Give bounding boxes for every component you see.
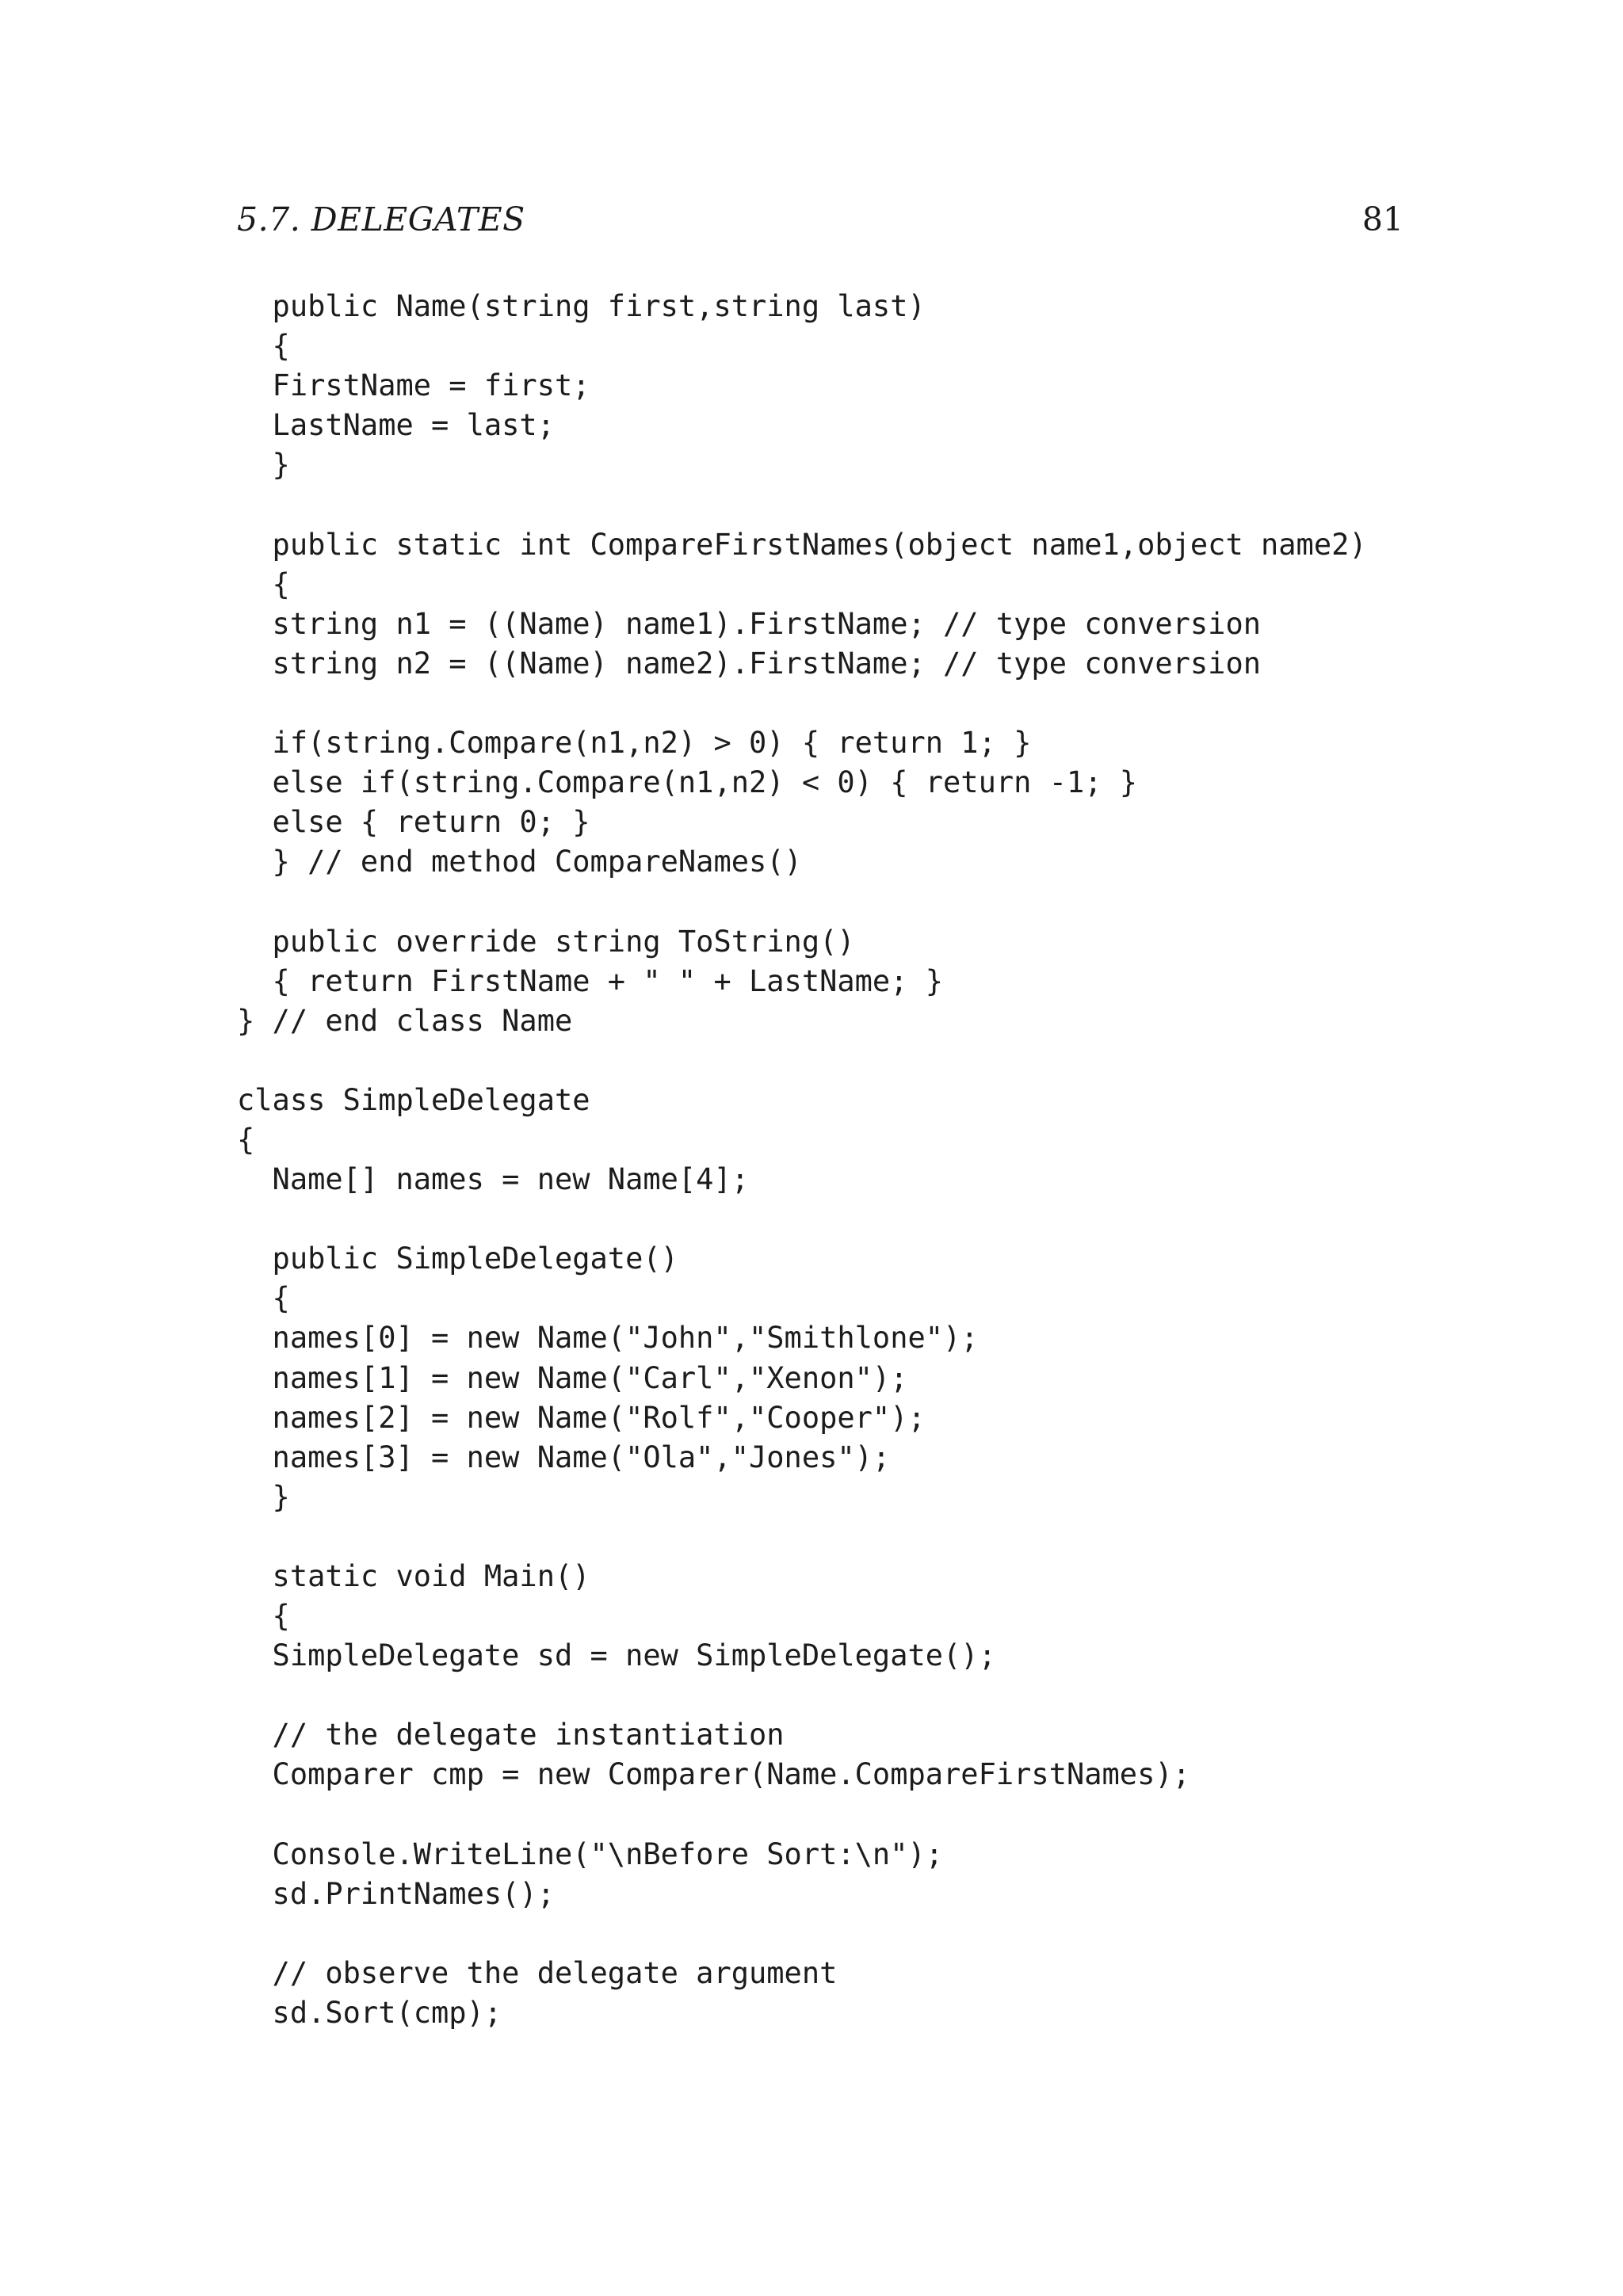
- code-line: else if(string.Compare(n1,n2) < 0) { return -1; }: [237, 765, 1138, 800]
- code-line: Name[] names = new Name[4];: [237, 1162, 750, 1197]
- code-line: Console.WriteLine("\nBefore Sort:\n");: [237, 1836, 944, 1871]
- code-line: // observe the delegate argument: [237, 1955, 838, 1990]
- code-line: SimpleDelegate sd = new SimpleDelegate();: [237, 1638, 996, 1673]
- code-line: }: [237, 1479, 290, 1514]
- code-line: [237, 485, 1426, 524]
- code-line: [237, 1795, 1426, 1835]
- code-line: public override string ToString(): [237, 924, 855, 959]
- code-line: {: [237, 566, 290, 601]
- code-line: names[2] = new Name("Rolf","Cooper");: [237, 1400, 926, 1435]
- code-line: }: [237, 448, 290, 482]
- code-line: [237, 684, 1426, 723]
- code-line: [237, 1914, 1426, 1954]
- code-line: {: [237, 1281, 290, 1316]
- code-line: // the delegate instantiation: [237, 1718, 785, 1753]
- code-line: FirstName = first;: [237, 368, 590, 403]
- page-number: 81: [1361, 200, 1403, 238]
- code-line: static void Main(): [237, 1559, 590, 1593]
- code-line: {: [237, 329, 290, 364]
- code-line: Comparer cmp = new Comparer(Name.CompareFirstNames);: [237, 1757, 1190, 1792]
- code-line: string n1 = ((Name) name1).FirstName; // type conversion: [237, 606, 1262, 641]
- page-header: [237, 196, 1403, 243]
- code-line: {: [237, 1122, 255, 1157]
- code-line: class SimpleDelegate: [237, 1082, 590, 1117]
- running-section-title: 5.7. DELEGATES: [237, 200, 525, 238]
- code-line: { return FirstName + " " + LastName; }: [237, 963, 944, 998]
- code-line: {: [237, 1599, 290, 1634]
- code-line: LastName = last;: [237, 408, 555, 443]
- code-line: names[1] = new Name("Carl","Xenon");: [237, 1360, 908, 1395]
- code-line: else { return 0; }: [237, 805, 590, 840]
- code-line: [237, 1676, 1426, 1715]
- code-line: if(string.Compare(n1,n2) > 0) { return 1; }: [237, 726, 1032, 761]
- code-line: [237, 1517, 1426, 1557]
- code-line: names[0] = new Name("John","Smithlone");: [237, 1321, 979, 1356]
- code-listing: [237, 287, 1426, 2033]
- code-line: } // end method CompareNames(): [237, 845, 802, 879]
- code-line: sd.Sort(cmp);: [237, 1996, 502, 2031]
- code-line: [237, 1041, 1426, 1081]
- code-line: string n2 = ((Name) name2).FirstName; // type conversion: [237, 646, 1262, 681]
- code-line: [237, 1199, 1426, 1239]
- code-line: public Name(string first,string last): [237, 289, 926, 323]
- code-line: public static int CompareFirstNames(object name1,object name2): [237, 527, 1367, 562]
- code-line: public SimpleDelegate(): [237, 1241, 678, 1276]
- code-line: names[3] = new Name("Ola","Jones");: [237, 1440, 891, 1474]
- code-line: } // end class Name: [237, 1003, 573, 1038]
- code-line: [237, 882, 1426, 921]
- code-line: sd.PrintNames();: [237, 1876, 555, 1911]
